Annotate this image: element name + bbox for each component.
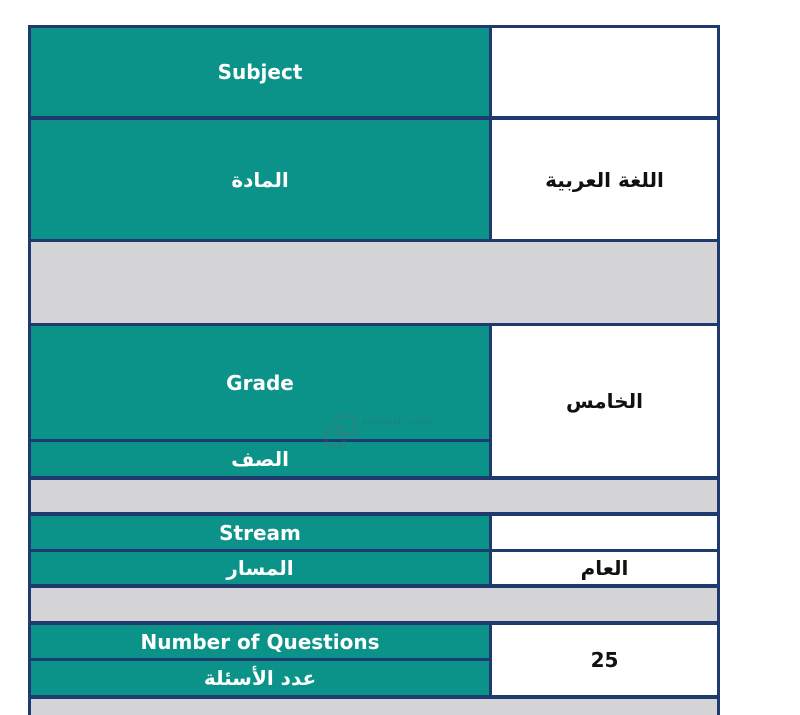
questions-ar-label: عدد الأسئلة: [203, 666, 317, 690]
stream-ar-label-cell: [31, 552, 489, 584]
subject-ar-value: اللغة العربية: [545, 167, 664, 192]
watermark-url: almanahj.com: [362, 417, 432, 427]
grade-ar-label: الصف: [231, 447, 289, 471]
subject-ar-value-cell: [492, 120, 717, 239]
stream-blank-cell: [492, 516, 717, 549]
spacer-row-4: [31, 699, 717, 715]
grade-label-cell: [31, 326, 489, 439]
stream-label: Stream: [219, 520, 301, 545]
subject-value-cell: [492, 28, 717, 116]
questions-label: Number of Questions: [140, 629, 380, 654]
questions-ar-label-cell: [31, 661, 489, 695]
questions-value: 25: [590, 648, 619, 672]
subject-label-cell: [31, 28, 489, 116]
grade-label: Grade: [226, 370, 294, 395]
spacer-row-3: [31, 588, 717, 621]
info-table: [28, 25, 720, 715]
stream-value-cell: [492, 552, 717, 584]
stream-value: العام: [580, 556, 629, 580]
grade-value: الخامس: [566, 389, 643, 413]
spacer-row-2: [31, 480, 717, 512]
stream-label-cell: [31, 516, 489, 549]
questions-value-cell: [492, 625, 717, 695]
grade-value-cell: [492, 326, 717, 476]
subject-label: Subject: [217, 60, 303, 84]
subject-ar-label-cell: [31, 120, 489, 239]
grade-ar-label-cell: [31, 442, 489, 476]
questions-label-cell: [31, 625, 489, 658]
stream-ar-label: المسار: [226, 556, 294, 580]
spacer-row-1: [31, 242, 717, 323]
subject-ar-label: المادة: [231, 167, 289, 192]
